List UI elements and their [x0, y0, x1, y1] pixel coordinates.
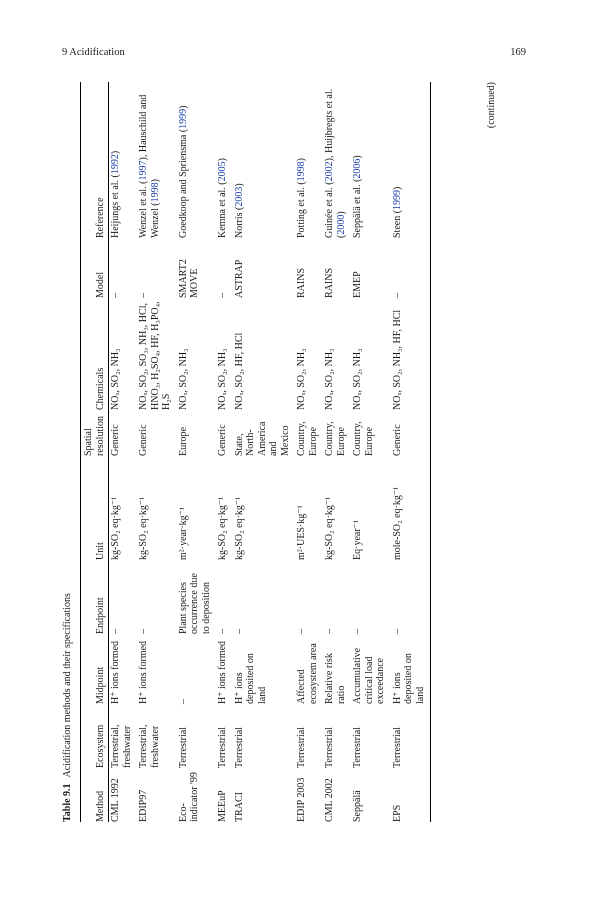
table-cell: Terrestrial — [296, 727, 307, 768]
table-cell: H⁺ ions formed — [217, 640, 228, 704]
table-cell: – — [177, 699, 189, 704]
table-cell: Generic — [138, 424, 149, 456]
rotated-table-content — [62, 82, 526, 822]
table-cell: RAINS — [324, 267, 335, 298]
table-cell: – — [352, 629, 363, 634]
table-cell: CML 1992 — [110, 778, 121, 822]
table-cell: Terrestrial — [391, 704, 431, 768]
table-cell: Country, Europe — [352, 421, 375, 456]
table-cell: – — [217, 629, 228, 634]
table-cell: NOₓ, SO₂, NH₃ — [324, 348, 335, 410]
continued-note: (continued) — [486, 82, 497, 129]
table-cell: NOₓ, SO₂, SO₃, NH₃, HCl, HNO₃, H₂SO₄, HF, H₃PO₄, H₂S — [138, 301, 172, 410]
table-caption-text: Acidification methods and their specifications — [62, 593, 73, 778]
page-number: 169 — [510, 47, 526, 58]
reference-cell: Kemna et al. (2005) — [217, 158, 228, 238]
chapter-title: 9 Acidification — [62, 47, 125, 58]
citation-year-link[interactable]: 2000 — [335, 214, 347, 235]
citation-year-link[interactable]: 1998 — [149, 182, 161, 203]
reference-cell: Heijungs et al. (1992) — [110, 150, 121, 238]
table-cell: EDIP97 — [138, 789, 149, 822]
table-cell: ASTRAP — [233, 259, 245, 298]
table-cell: NOₓ, SO₂, NH₃ — [177, 348, 189, 410]
reference-cell: Potting et al. (1998) — [296, 157, 307, 238]
table-cell: NOₓ, SO₂, NH₃ — [217, 348, 228, 410]
table-cell: Terrestrial, freshwater — [110, 724, 133, 768]
reference-cell: Guinée et al. (2002), Huijbregts et al. (2000) — [324, 88, 347, 238]
table-cell: H⁺ ions formed — [138, 640, 149, 704]
table-header-row — [81, 82, 109, 822]
table-cell: – — [324, 629, 335, 634]
column-header: Ecosystem — [81, 704, 109, 768]
table-cell: H⁺ ions formed — [110, 640, 121, 704]
table-cell: Terrestrial — [352, 727, 363, 768]
table-cell: – — [138, 293, 149, 298]
table-cell: Relative risk ratio — [324, 653, 347, 704]
citation-year-link[interactable]: 2003 — [233, 186, 245, 207]
table-cell: H⁺ ions deposited on land — [233, 653, 268, 704]
citation-year-link[interactable]: 1999 — [177, 108, 189, 129]
citation-year-link[interactable]: 1998 — [296, 161, 307, 182]
column-header: Midpoint — [81, 634, 109, 704]
table-cell: – — [110, 629, 121, 634]
column-header: Reference — [81, 82, 109, 238]
table-cell: – — [138, 629, 149, 634]
column-header: Model — [81, 238, 109, 298]
table-cell: NOₓ, SO₂, NH₃ — [352, 348, 363, 410]
acidification-methods-table — [80, 82, 431, 822]
table-cell: – — [296, 629, 307, 634]
table-cell: Europe — [177, 427, 189, 456]
table-cell: kg-SO₂ eq·kg⁻¹ — [110, 496, 121, 560]
table-cell: H⁺ ions deposited on land — [391, 634, 431, 704]
table-cell: – — [217, 293, 228, 298]
column-header: Method — [81, 768, 109, 822]
running-head — [62, 47, 526, 61]
table-cell: – — [110, 293, 121, 298]
table-cell: Generic — [217, 424, 228, 456]
table-cell: kg-SO₂ eq·kg⁻¹ — [324, 496, 335, 560]
column-header: Endpoint — [81, 560, 109, 634]
table-cell: State, North-America and Mexico — [233, 421, 291, 456]
citation-year-link[interactable]: 1992 — [110, 154, 121, 175]
table-cell: EMEP — [352, 271, 363, 298]
table-cell: Generic — [110, 424, 121, 456]
table-cell: Plant species occurrence due to deposition — [177, 573, 212, 634]
table-cell: EDIP 2003 — [296, 777, 307, 822]
table-caption — [62, 82, 76, 822]
table-cell: Generic — [391, 410, 431, 456]
table-cell: MEEuP — [217, 790, 228, 822]
table-row — [109, 82, 138, 822]
table-cell: Accumulative critical load exceedance — [352, 647, 386, 704]
table-row — [391, 82, 431, 822]
citation-year-link[interactable]: 1997 — [138, 160, 149, 181]
rotated-table-area — [62, 82, 526, 822]
table-cell: NOₓ, SO₂, HF, HCl — [233, 332, 245, 410]
table-cell: Terrestrial — [217, 727, 228, 768]
table-cell: – — [233, 629, 245, 634]
table-cell: NOₓ, SO₂, NH₃ — [110, 348, 121, 410]
table-cell: kg-SO₂ eq·kg⁻¹ — [217, 496, 228, 560]
table-cell: Affected ecosystem area — [296, 643, 319, 704]
table-row — [233, 82, 296, 822]
table-cell: TRACI — [233, 792, 245, 822]
table-cell: – — [391, 560, 431, 634]
table-cell: – — [391, 238, 431, 298]
citation-year-link[interactable]: 2005 — [217, 161, 228, 182]
citation-year-link[interactable]: 2002 — [324, 161, 335, 182]
table-cell: SMART2 MOVE — [177, 259, 200, 298]
column-header: Spatial resolution — [81, 410, 109, 456]
table-cell: Terrestrial — [324, 727, 335, 768]
citation-year-link[interactable]: 2006 — [352, 158, 363, 179]
column-header: Chemicals — [81, 298, 109, 410]
table-row — [351, 82, 391, 822]
table-row — [137, 82, 177, 822]
reference-cell: Wenzel et al. (1997), Hauschild and Wenzel (1998) — [138, 94, 161, 238]
table-cell: Eco-indicator '99 — [177, 772, 200, 822]
table-cell: CML 2002 — [324, 778, 335, 822]
table-cell: mole-SO₂ eq·kg⁻¹ — [391, 456, 431, 560]
table-cell: Country, Europe — [296, 421, 319, 456]
reference-cell: Goedkoop and Spriensma (1999) — [177, 105, 189, 238]
table-cell: Eq·year⁻¹ — [352, 520, 363, 560]
table-cell: Terrestrial, freshwater — [138, 724, 161, 768]
reference-cell: Seppälä et al. (2006) — [352, 155, 363, 238]
reference-cell: Steen (1999) — [391, 82, 431, 238]
table-cell: Seppälä — [352, 790, 363, 822]
table-row — [177, 82, 217, 822]
table-cell: EPS — [391, 768, 431, 822]
column-header: Unit — [81, 456, 109, 560]
table-cell: kg-SO₂ eq·kg⁻¹ — [233, 496, 245, 560]
table-cell: NOₓ, SO₂, NH₃ — [296, 348, 307, 410]
table-cell: RAINS — [296, 267, 307, 298]
table-cell: kg-SO₂ eq·kg⁻¹ — [138, 496, 149, 560]
table-cell: Terrestrial — [177, 727, 189, 768]
citation-year-link[interactable]: 1999 — [391, 189, 403, 210]
reference-cell: Norris (2003) — [233, 183, 245, 238]
table-row — [295, 82, 323, 822]
table-cell: Terrestrial — [233, 727, 245, 768]
table-cell: m²·year·kg⁻¹ — [177, 507, 189, 560]
table-cell: m²·UES·kg⁻¹ — [296, 505, 307, 560]
table-caption-label: Table 9.1 — [62, 783, 73, 822]
table-cell: NOₓ, SO₂, NH₃, HF, HCl — [391, 298, 431, 410]
table-body — [109, 82, 431, 822]
table-cell: Country, Europe — [324, 421, 347, 456]
table-row — [323, 82, 351, 822]
table-row — [216, 82, 233, 822]
